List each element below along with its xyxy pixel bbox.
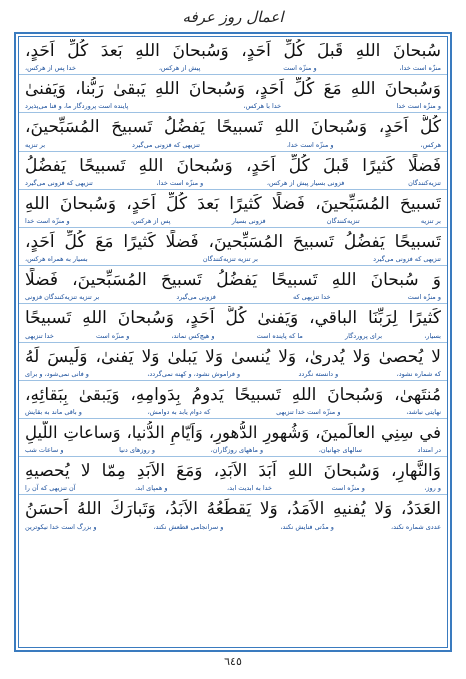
translation-line (25, 444, 441, 455)
translation-segment: بر تنزیه (420, 216, 441, 225)
arabic-line: فَضلًا كَثيرًا قَبلَ كُلِّ اَحَدٍ، وَسُبحانَ اللهِ تَسبيحًا يَفضُلُ (25, 155, 441, 176)
translation-segment: و باقی ماند به بقایش (25, 407, 82, 416)
translation-segment: و دانسته نگردد (298, 369, 339, 378)
translation-segment: خدا با هرکس، (243, 102, 282, 111)
text-line-block (19, 266, 447, 304)
translation-segment: ما که پاینده است (256, 331, 303, 340)
translation-segment: آن تنزیهی که آن را (25, 484, 76, 493)
translation-segment: و روز، (424, 484, 441, 493)
translation-segment: بسیار، (424, 331, 441, 340)
translation-line (25, 215, 441, 226)
translation-segment: هرکس، (420, 140, 441, 149)
translation-line (25, 177, 441, 188)
arabic-line: وَسُبحانَ اللهِ مَعَ كُلِّ اَحَدٍ، وَسُبحانَ اللهِ يَبقىٰ رَبُّنا، وَيَفنىٰ (25, 79, 441, 100)
translation-line (25, 253, 441, 264)
translation-segment: و ماههای روزگاران، (210, 446, 264, 455)
translation-segment: تنزیهی که فزونی می‌گیرد (373, 255, 441, 264)
translation-line (25, 330, 441, 341)
translation-segment: منزّه است خدا، (399, 64, 441, 73)
text-line-block (19, 457, 447, 495)
translation-segment: و منزّه است خدا (25, 216, 70, 225)
translation-segment: در امتداد (417, 446, 441, 455)
translation-segment: که شماره نشود، (396, 369, 441, 378)
translation-segment: بر تنزیه (25, 140, 46, 149)
translation-line (25, 62, 441, 73)
translation-line (25, 291, 441, 302)
arabic-line: كَثيرًا لِرَبِّنَا الباقي، وَيَفنىٰ كُلُّ اَحَدٍ، وَسُبحانَ اللهِ تَسبيحًا (25, 308, 441, 329)
translation-segment: و مدّتی فنایش نکند، (280, 523, 334, 532)
translation-segment: و فراموش نشود، و کهنه نمی‌گردد، (147, 369, 241, 378)
translation-segment: و هیچ‌کس نماند، (171, 331, 215, 340)
translation-segment: خدا تنزیهی که (293, 293, 331, 302)
text-line-block (19, 304, 447, 342)
arabic-line: وَالنَّهارِ، وَسُبحانَ اللهِ اَبَدَ الاَبَدِ، وَمَعَ الاَبَدِ مِمّا لا يُحصيهِ (25, 461, 441, 482)
translation-segment: بر تنزیه تنزیه‌کنندگان فزونی (25, 293, 100, 302)
translation-segment: و سرانجامی قطعش نکند، (153, 523, 224, 532)
translation-segment: و روزهای دنیا (119, 446, 155, 455)
translation-segment: خدا به ابدیت ابد، (227, 484, 273, 493)
translation-segment: بر تنزیه تنزیه‌کنندگان (202, 255, 258, 264)
text-line-block (19, 37, 447, 75)
arabic-line: كُلُّ اَحَدٍ، وَسُبحانَ اللهِ تَسبيحًا يَفضُلُ تَسبيحَ المُسَبِّحينَ، (25, 117, 441, 138)
translation-segment: بسیار به همراه هرکس، (25, 255, 88, 264)
text-frame (18, 36, 448, 648)
translation-segment: پیش از هرکس، (158, 64, 201, 73)
page-header-title: اعمال روز عرفه (182, 8, 284, 26)
translation-line (25, 368, 441, 379)
translation-segment: و همپای ابد، (134, 484, 168, 493)
translation-segment: خدا تنزیهی (25, 331, 54, 340)
text-line-block (19, 190, 447, 228)
translation-line (25, 139, 441, 150)
text-line-block (19, 495, 447, 533)
translation-line (25, 482, 441, 493)
text-line-block (19, 419, 447, 457)
translation-segment: تنزیه‌کنندگان (326, 216, 360, 225)
translation-segment: پس از هرکس، (130, 216, 171, 225)
translation-segment: و بزرگ است خدا نیکوترین (25, 523, 97, 532)
translation-segment: فزونی می‌گیرد (176, 293, 216, 302)
text-line-block (19, 113, 447, 151)
translation-segment: تنزیهی که فزونی می‌گیرد (132, 140, 200, 149)
arabic-line: سُبحانَ اللهِ قَبلَ كُلِّ اَحَدٍ، وَسُبحانَ اللهِ بَعدَ كُلِّ اَحَدٍ، (25, 41, 441, 61)
translation-line (25, 521, 441, 532)
arabic-line: لا يُحصىٰ وَلا يُدرىٰ، وَلا يُنسىٰ وَلا يَبلىٰ وَلا يَفنىٰ، وَلَيسَ لَهُ (25, 346, 441, 367)
translation-segment: خدا پس از هرکس، (25, 64, 76, 73)
translation-segment: و فانی نمی‌شود، و برای (25, 369, 89, 378)
text-line-block (19, 381, 447, 419)
page-number: ٦٤٥ (224, 655, 242, 668)
translation-segment: و منزّه است (407, 293, 441, 302)
arabic-line: في سِنِي العالَمينَ، وَشُهورِ الدُّهورِ، وَاَيّامِ الدُّنيا، وَساعاتِ اللَّيلِ (25, 422, 441, 442)
arabic-line: مُنتَهىٰ، وَسُبحانَ اللهِ تَسبيحًا يَدومُ بِدَوامِهِ، وَيَبقىٰ بِبَقائِهِ، (25, 384, 441, 405)
translation-segment: و منزّه است خدا، (156, 178, 204, 187)
text-line-block (19, 152, 447, 190)
text-line-block (19, 75, 447, 113)
text-line-block (19, 343, 447, 381)
translation-segment: و ساعات شب (25, 446, 64, 455)
translation-line (25, 406, 441, 417)
text-line-block (19, 228, 447, 266)
translation-segment: و منزّه است خدا، (286, 140, 334, 149)
translation-segment: و منزّه است (331, 484, 365, 493)
translation-segment: و منزّه است خدا (396, 102, 441, 111)
translation-segment: و منزّه است (283, 64, 317, 73)
translation-segment: و منزّه است (96, 331, 130, 340)
arabic-line: تَسبيحَ المُسَبِّحينَ، فَضلًا كَثيرًا بَعدَ كُلِّ اَحَدٍ، وَسُبحانَ اللهِ (25, 193, 441, 214)
translation-segment: سالهای جهانیان، (318, 446, 362, 455)
translation-segment: نهایتی نباشد، (406, 407, 441, 416)
translation-segment: تنزیهی که فزونی می‌گیرد (25, 178, 93, 187)
translation-segment: و منزّه است خدا تنزیهی (276, 407, 341, 416)
translation-segment: تنزیه‌کنندگان (408, 178, 441, 187)
translation-segment: پاینده است پروردگار ما، و فنا می‌پذیرد (25, 102, 129, 111)
translation-segment: برای پروردگار (344, 331, 383, 340)
translation-segment: عددی شماره نکند، (390, 523, 441, 532)
arabic-line: تَسبيحًا يَفضُلُ تَسبيحَ المُسَبِّحينَ، فَضلًا كَثيرًا مَعَ كُلِّ اَحَدٍ، (25, 231, 441, 252)
translation-line (25, 100, 441, 111)
translation-segment: که دوام یابد به دوامش، (147, 407, 211, 416)
translation-segment: فزونی بسیار (231, 216, 266, 225)
arabic-line: وَ سُبحانَ اللهِ تَسبيحًا يَفضُلُ تَسبيحَ المُسَبِّحينَ، فَضلًا (25, 270, 441, 291)
translation-segment: فزونی بسیار پیش از هرکس، (266, 178, 345, 187)
arabic-line: العَدَدُ، وَلا يُفنيهِ الاَمَدُ، وَلا يَقطَعُهُ الاَبَدُ، وَتَبارَكَ اللهُ اَحسَنُ (25, 499, 441, 520)
